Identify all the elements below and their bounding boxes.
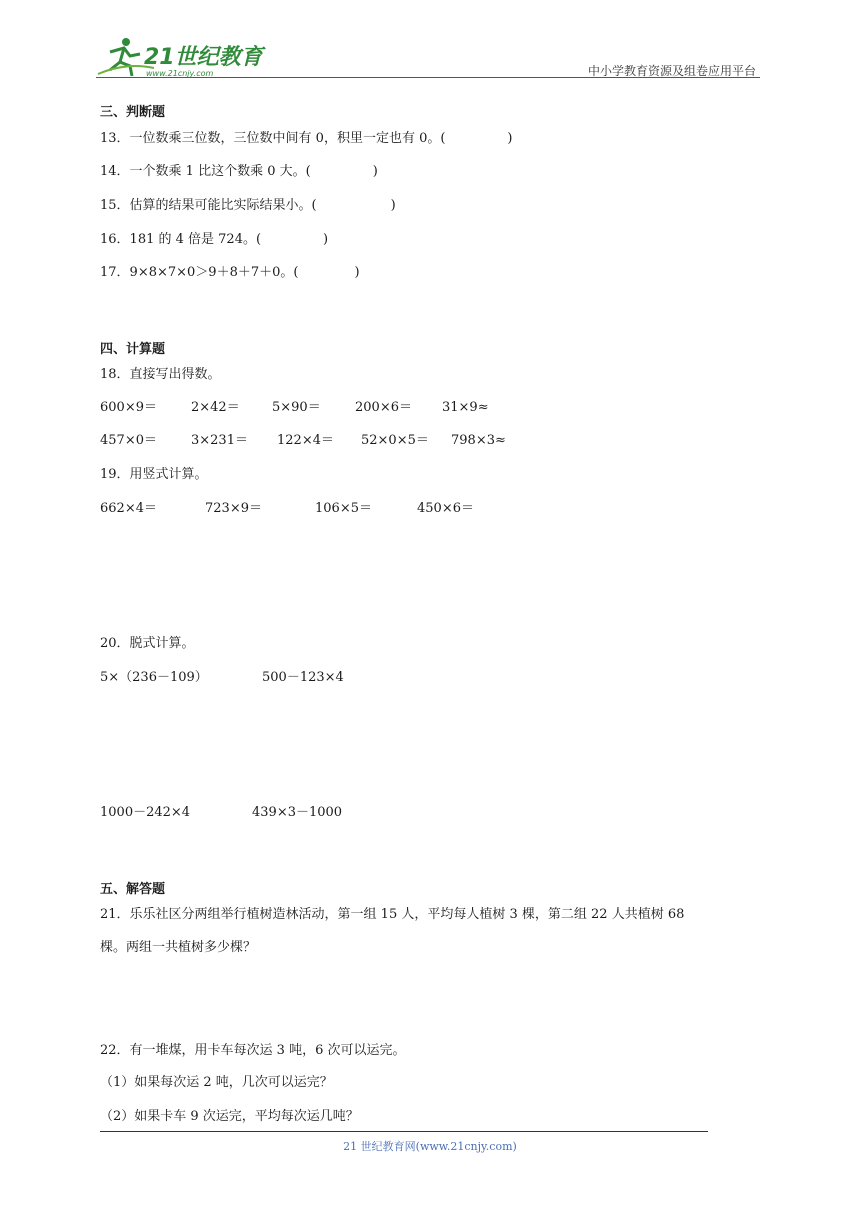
header-divider	[96, 77, 760, 78]
calc-item: 122×4＝	[277, 433, 334, 448]
calc-item: 31×9≈	[442, 400, 489, 415]
calc-item: 106×5＝	[315, 501, 372, 516]
question-21-cont: 棵。两组一共植树多少棵？	[100, 940, 257, 955]
question-14: 14．一个数乘 1 比这个数乘 0 大。( )	[100, 164, 378, 179]
section-3-title: 三、判断题	[100, 105, 166, 120]
expression: 439×3－1000	[252, 805, 343, 820]
question-22-part-1: （1）如果每次运 2 吨，几次可以运完？	[100, 1075, 333, 1090]
site-slogan: 中小学教育资源及组卷应用平台	[587, 64, 756, 78]
calc-item: 457×0＝	[100, 433, 157, 448]
section-4-title: 四、计算题	[100, 342, 166, 357]
expression: 500－123×4	[262, 670, 344, 685]
calc-item: 5×90＝	[272, 400, 321, 415]
svg-text:21世纪教育: 21世纪教育	[144, 45, 263, 70]
question-19: 19．用竖式计算。	[100, 467, 208, 482]
footer-divider	[100, 1131, 708, 1132]
question-18: 18．直接写出得数。	[100, 367, 221, 382]
question-13: 13．一位数乘三位数，三位数中间有 0，积里一定也有 0。( )	[100, 131, 513, 146]
calc-item: 52×0×5＝	[361, 433, 429, 448]
question-16: 16．181 的 4 倍是 724。( )	[100, 232, 329, 247]
question-22-part-2: （2）如果卡车 9 次运完，平均每次运几吨？	[100, 1109, 359, 1124]
calc-item: 723×9＝	[205, 501, 262, 516]
calc-item: 2×42＝	[191, 400, 240, 415]
svg-text:www.21cnjy.com: www.21cnjy.com	[146, 69, 214, 78]
expression: 1000－242×4	[100, 805, 191, 820]
question-22: 22．有一堆煤，用卡车每次运 3 吨，6 次可以运完。	[100, 1043, 406, 1058]
page-header	[96, 32, 760, 82]
calc-item: 3×231＝	[191, 433, 248, 448]
expression: 5×（236－109）	[100, 670, 208, 685]
calc-item: 600×9＝	[100, 400, 157, 415]
question-21: 21．乐乐社区分两组举行植树造林活动，第一组 15 人，平均每人植树 3 棵，第二组 22 人共植树 68	[100, 907, 685, 922]
question-17: 17．9×8×7×0＞9＋8＋7＋0。( )	[100, 265, 360, 280]
question-15: 15．估算的结果可能比实际结果小。( )	[100, 198, 396, 213]
calc-item: 662×4＝	[100, 501, 157, 516]
calc-item: 200×6＝	[355, 400, 412, 415]
calc-item: 450×6＝	[417, 501, 474, 516]
question-20: 20．脱式计算。	[100, 636, 195, 651]
calc-item: 798×3≈	[451, 433, 506, 448]
section-5-title: 五、解答题	[100, 882, 166, 897]
footer-link[interactable]: 21 世纪教育网(www.21cnjy.com)	[343, 1140, 517, 1153]
logo-icon	[96, 34, 266, 80]
